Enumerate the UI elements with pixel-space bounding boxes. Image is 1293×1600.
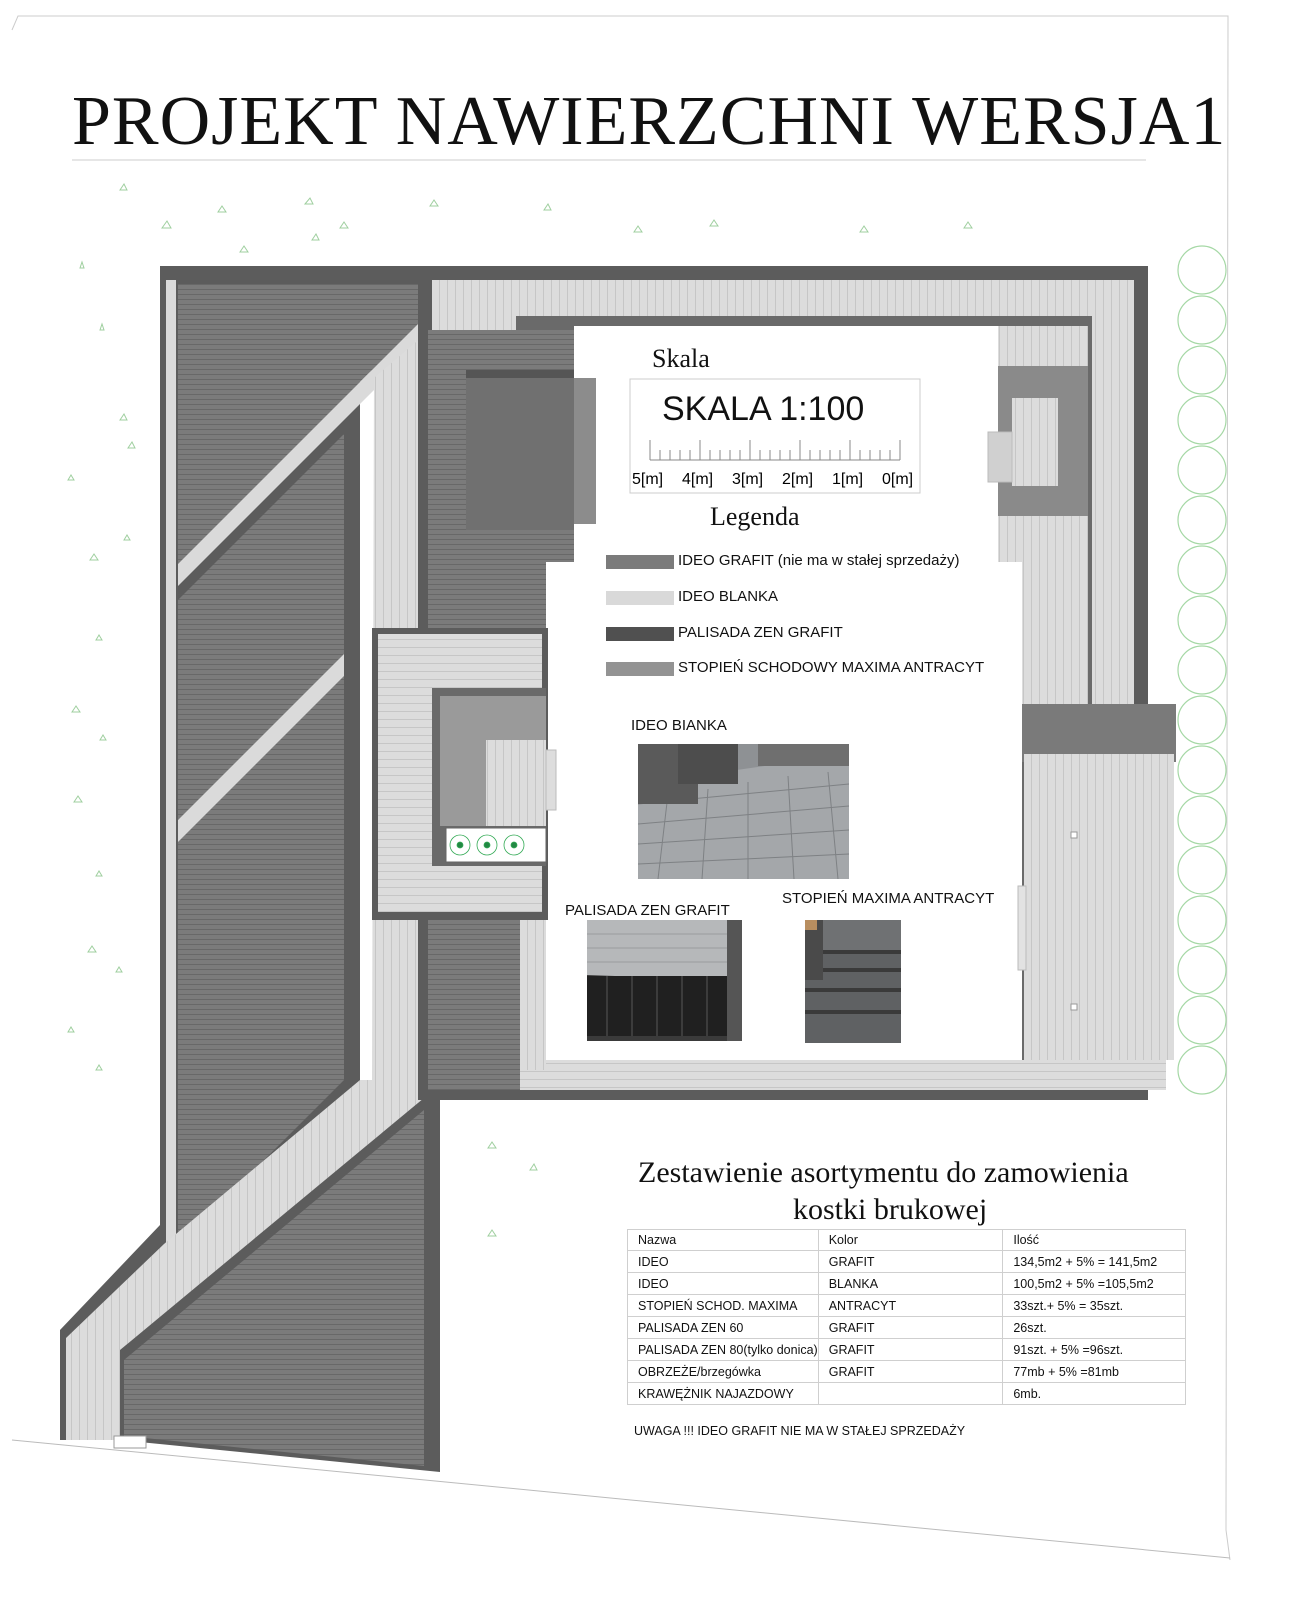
cell-nazwa: PALISADA ZEN 60: [628, 1317, 819, 1339]
terrace-blanka-left-low: [520, 920, 546, 1070]
photo-palisada-zen-grafit: [587, 920, 742, 1041]
scale-heading: Skala: [652, 344, 710, 373]
scale-tick-label: 0[m]: [882, 471, 914, 488]
plot-boundary-bottom: [12, 1440, 1230, 1558]
right-terrace-mark-1: [1071, 832, 1077, 838]
hedge: [1178, 246, 1226, 1094]
order-title: Zestawienie asortymentu do zamowienia: [638, 1156, 1129, 1189]
scale-tick-label: 2[m]: [782, 471, 814, 488]
cell-ilosc: 100,5m2 + 5% =105,5m2: [1003, 1273, 1186, 1295]
photo-caption-ideo-bianka: IDEO BIANKA: [631, 717, 727, 734]
legend-swatch-maxima: [606, 662, 674, 676]
table-row: [628, 1273, 1186, 1295]
right-stairs-landing: [988, 432, 1012, 482]
photo-caption-palisada: PALISADA ZEN GRAFIT: [565, 902, 730, 919]
cell-kolor: ANTRACYT: [818, 1295, 1003, 1317]
cell-nazwa: IDEO: [628, 1273, 819, 1295]
cell-ilosc: 77mb + 5% =81mb: [1003, 1361, 1186, 1383]
legend-swatch-ideo-grafit: [606, 555, 674, 569]
legend-label: PALISADA ZEN GRAFIT: [678, 624, 843, 641]
cell-ilosc: 26szt.: [1003, 1317, 1186, 1339]
legend-label: STOPIEŃ SCHODOWY MAXIMA ANTRACYT: [678, 659, 985, 676]
table-row: [628, 1361, 1186, 1383]
legend-label: IDEO BLANKA: [678, 588, 779, 605]
table-row: [628, 1295, 1186, 1317]
cell-kolor: GRAFIT: [818, 1317, 1003, 1339]
scale-tick-label: 5[m]: [632, 471, 664, 488]
scale-tick-label: 4[m]: [682, 471, 714, 488]
right-terrace-border: [1022, 704, 1176, 762]
driveway-blanka-edge-left: [166, 280, 176, 1250]
photo-caption-maxima: STOPIEŃ MAXIMA ANTRACYT: [782, 890, 995, 907]
cell-ilosc: 91szt. + 5% =96szt.: [1003, 1339, 1186, 1361]
right-terrace-boards: [1024, 754, 1174, 1060]
order-table: [627, 1229, 1186, 1405]
column-header-nazwa: Nazwa: [628, 1230, 819, 1251]
scale-tick-label: 1[m]: [832, 471, 864, 488]
cell-kolor: GRAFIT: [818, 1361, 1003, 1383]
legend-swatch-palisada: [606, 627, 674, 641]
scale-tick-label: 3[m]: [732, 471, 764, 488]
planter-step: [546, 750, 556, 810]
entrance-step-edge: [574, 378, 596, 524]
cell-nazwa: KRAWĘŻNIK NAJAZDOWY: [628, 1383, 819, 1405]
right-terrace-mark-2: [1071, 1004, 1077, 1010]
column-header-kolor: Kolor: [818, 1230, 1003, 1251]
order-subtitle: kostki brukowej: [793, 1193, 988, 1226]
driveway-gate-marker: [114, 1436, 146, 1448]
cell-ilosc: 33szt.+ 5% = 35szt.: [1003, 1295, 1186, 1317]
legend-heading: Legenda: [710, 502, 800, 531]
column-header-ilosc: Ilość: [1003, 1230, 1186, 1251]
cell-nazwa: STOPIEŃ SCHOD. MAXIMA: [628, 1295, 819, 1317]
table-row: [628, 1339, 1186, 1361]
order-note: UWAGA !!! IDEO GRAFIT NIE MA W STAŁEJ SPRZEDAŻY: [634, 1424, 966, 1438]
cell-ilosc: 6mb.: [1003, 1383, 1186, 1405]
cell-kolor: GRAFIT: [818, 1339, 1003, 1361]
table-header-row: [628, 1230, 1186, 1251]
cell-nazwa: OBRZEŻE/brzegówka: [628, 1361, 819, 1383]
legend-swatch-ideo-blanka: [606, 591, 674, 605]
cell-nazwa: PALISADA ZEN 80(tylko donica): [628, 1339, 819, 1361]
terrace-blanka-bottom: [520, 1060, 1166, 1090]
entrance-steps: [466, 374, 574, 530]
entrance-step-top: [466, 370, 574, 378]
table-row: [628, 1383, 1186, 1405]
scale-label: SKALA 1:100: [662, 390, 865, 428]
photo-ideo-bianka: [638, 744, 849, 879]
table-row: [628, 1251, 1186, 1273]
cell-ilosc: 134,5m2 + 5% = 141,5m2: [1003, 1251, 1186, 1273]
cell-kolor: GRAFIT: [818, 1251, 1003, 1273]
page-title: PROJEKT NAWIERZCHNI WERSJA1: [72, 83, 1227, 160]
cell-nazwa: IDEO: [628, 1251, 819, 1273]
photo-stopien-maxima: [805, 920, 901, 1043]
planter-inner-blanka: [486, 740, 546, 826]
cell-kolor: [818, 1383, 1003, 1405]
table-row: [628, 1317, 1186, 1339]
cell-kolor: BLANKA: [818, 1273, 1003, 1295]
right-terrace-step: [1018, 886, 1026, 970]
legend-label: IDEO GRAFIT (nie ma w stałej sprzedaży): [678, 552, 960, 569]
right-stairs-inner: [1012, 398, 1058, 486]
